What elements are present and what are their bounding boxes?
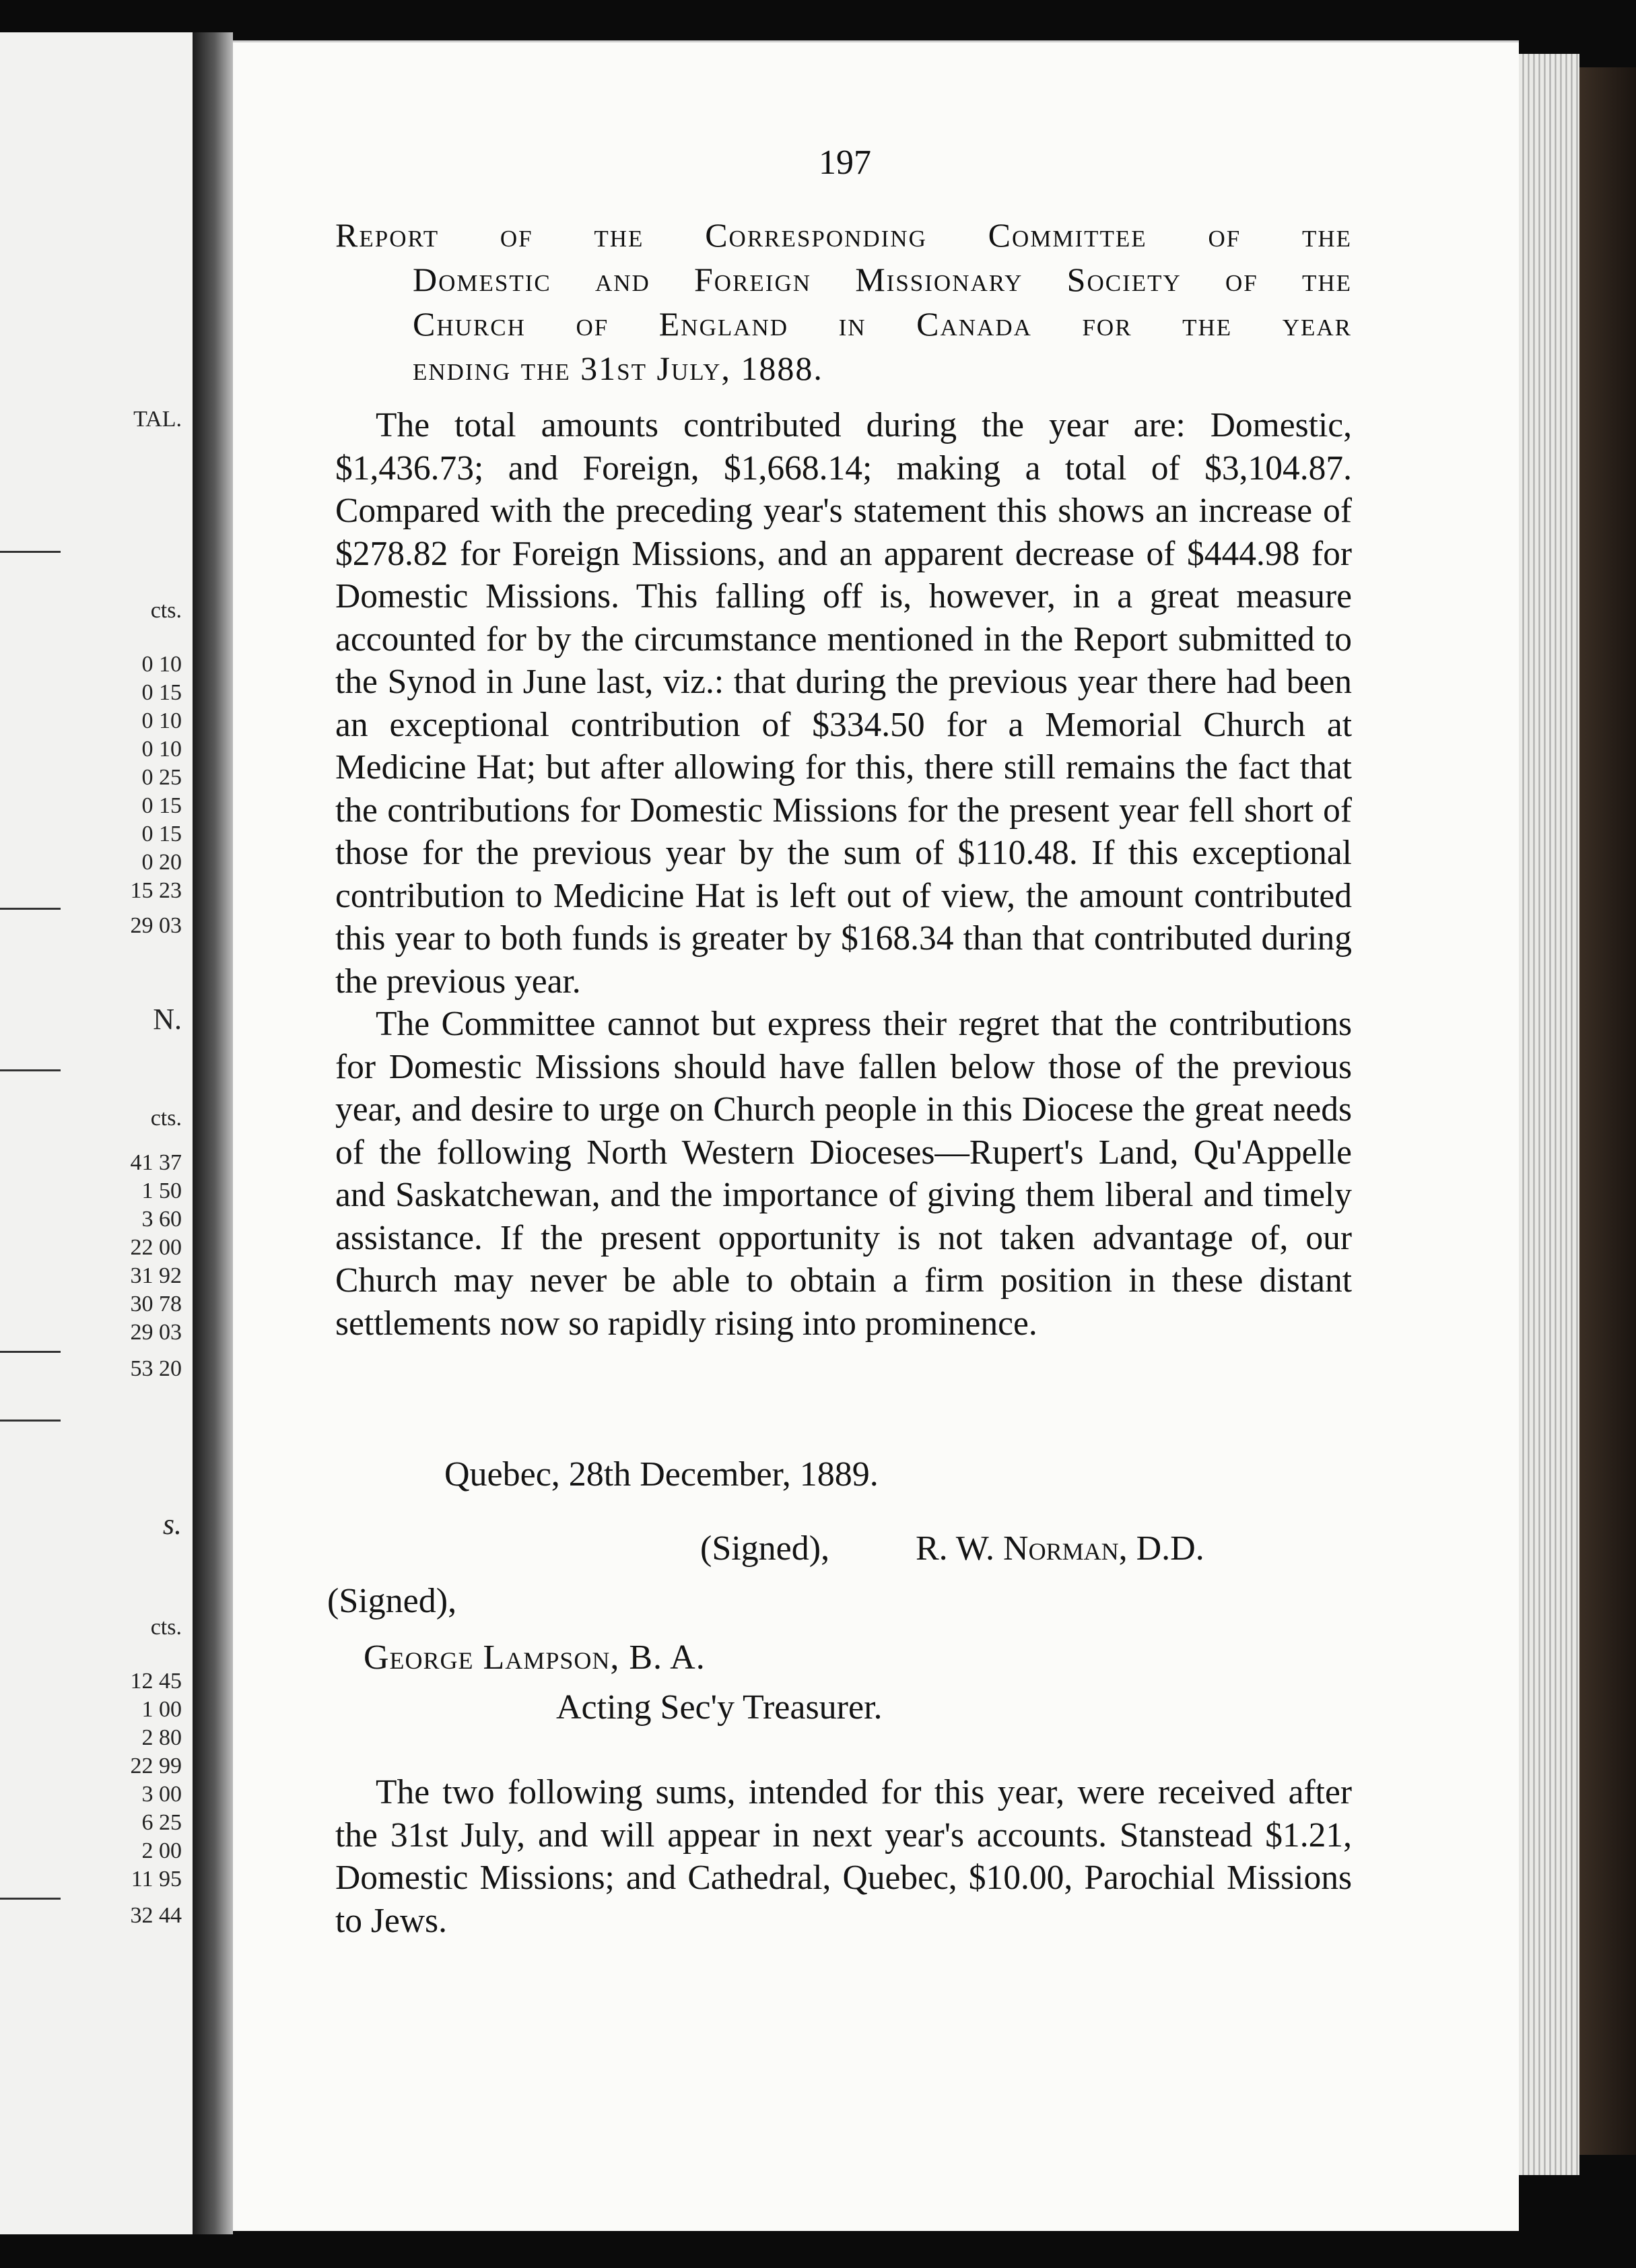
body-paragraph: The total amounts contributed during the year are: Domestic, $1,436.73; and Foreign, $1,668.14; making a total of $3,104.87. Compared with the preceding year's statement this shows an increase of $278.82 for Foreign Missions, and an apparent decrease of $444.98 for Domestic Missions. This falling off is, however, in a great measure accounted for by the circumstance mentioned in the Report submitted to the Synod in June last, viz.: that during the previous year there had been an exceptional contribution of $334.50 for a Memorial Church at Medicine Hat; but after allowing for this, there still remains the fact that the contributions for Domestic Missions for the present year fell short of those for the previous year by the sum of $110.48. If this exceptional contribution to Medicine Hat is left out of view, the amount contributed this year to both funds is greater by $168.34 than that contributed during the previous year. (335, 406, 1352, 1001)
left-value: 22 00 (130, 1235, 182, 1260)
left-value: 2 00 (141, 1838, 182, 1863)
left-value: 0 15 (141, 793, 182, 818)
page-stack-edges (1519, 54, 1579, 2175)
left-value: 0 25 (141, 765, 182, 790)
postscript (335, 1771, 1352, 1942)
left-rule (0, 551, 61, 553)
body-paragraph: The Committee cannot but express their regret that the contributions for Domestic Missions should have fallen below those of the previous year, and desire to urge on Church people in this Diocese the great needs of the following North Western Dioceses—Rupert's Land, Qu'Appelle and Saskatchewan, and the importance of giving them liberal and timely assistance. If the present opportunity is not taken advantage of, our Church may never be able to obtain a firm position in these distant settlements now so rapidly rising into prominence. (335, 1005, 1352, 1343)
left-value: 30 78 (130, 1292, 182, 1316)
title-line: Church of England in Canada for the year (413, 305, 1352, 343)
left-rule (0, 1351, 61, 1353)
left-rule (0, 1898, 61, 1900)
title-line: Report of the Corresponding Committee of the (335, 216, 1352, 254)
left-value: 15 23 (130, 878, 182, 903)
signed-label: (Signed), (327, 1582, 457, 1620)
left-value: 22 99 (130, 1754, 182, 1778)
left-value: 1 50 (141, 1178, 182, 1203)
left-cts-label: cts. (150, 598, 182, 623)
left-value: 12 45 (130, 1669, 182, 1694)
left-value: 6 25 (141, 1810, 182, 1835)
left-value: 3 60 (141, 1207, 182, 1232)
left-value: 1 00 (141, 1697, 182, 1722)
left-value: 41 37 (130, 1150, 182, 1175)
left-value: 0 15 (141, 822, 182, 846)
title-line: Domestic and Foreign Missionary Society of the (413, 261, 1352, 298)
dateline: Quebec, 28th December, 1889. (444, 1455, 879, 1494)
left-value: 0 20 (141, 850, 182, 875)
book-gutter (193, 32, 233, 2234)
left-value: 2 80 (141, 1725, 182, 1750)
report-title (335, 213, 1352, 391)
left-rule (0, 1069, 61, 1071)
left-total: 29 03 (130, 913, 182, 938)
left-value: 31 92 (130, 1263, 182, 1288)
postscript-paragraph: The two following sums, intended for this year, were received after the 31st July, and will appear in next year's accounts. Stanstead $1.21, Domestic Missions; and Cathedral, Quebec, $10.00, Parochial Missions to Jews. (335, 1773, 1352, 1940)
signer-title: Acting Sec'y Treasurer. (556, 1688, 883, 1727)
signed-label: (Signed), (700, 1529, 830, 1568)
left-value: 0 10 (141, 708, 182, 733)
left-page-fragment (0, 32, 195, 2234)
left-value: 3 00 (141, 1782, 182, 1807)
left-value: 29 03 (130, 1320, 182, 1345)
book-cover-edge (1579, 67, 1636, 2155)
left-value: 0 10 (141, 652, 182, 677)
left-header-fragment: TAL. (133, 407, 182, 432)
left-value: 11 95 (131, 1867, 182, 1892)
left-value: 0 10 (141, 737, 182, 762)
title-line: ending the 31st July, 1888. (413, 349, 823, 387)
left-rule (0, 1420, 61, 1422)
signer-name: R. W. Norman, D.D. (916, 1529, 1204, 1568)
left-cts-label: cts. (150, 1615, 182, 1640)
left-total: 53 20 (130, 1356, 182, 1381)
report-body (335, 404, 1352, 1345)
left-rule (0, 908, 61, 910)
page-number: 197 (819, 143, 871, 182)
left-total: 32 44 (130, 1903, 182, 1928)
signer-name: George Lampson, B. A. (364, 1638, 706, 1677)
left-value: 0 15 (141, 680, 182, 705)
left-section-mark: s. (162, 1508, 182, 1541)
left-section-mark: N. (153, 1003, 182, 1036)
left-cts-label: cts. (150, 1106, 182, 1131)
